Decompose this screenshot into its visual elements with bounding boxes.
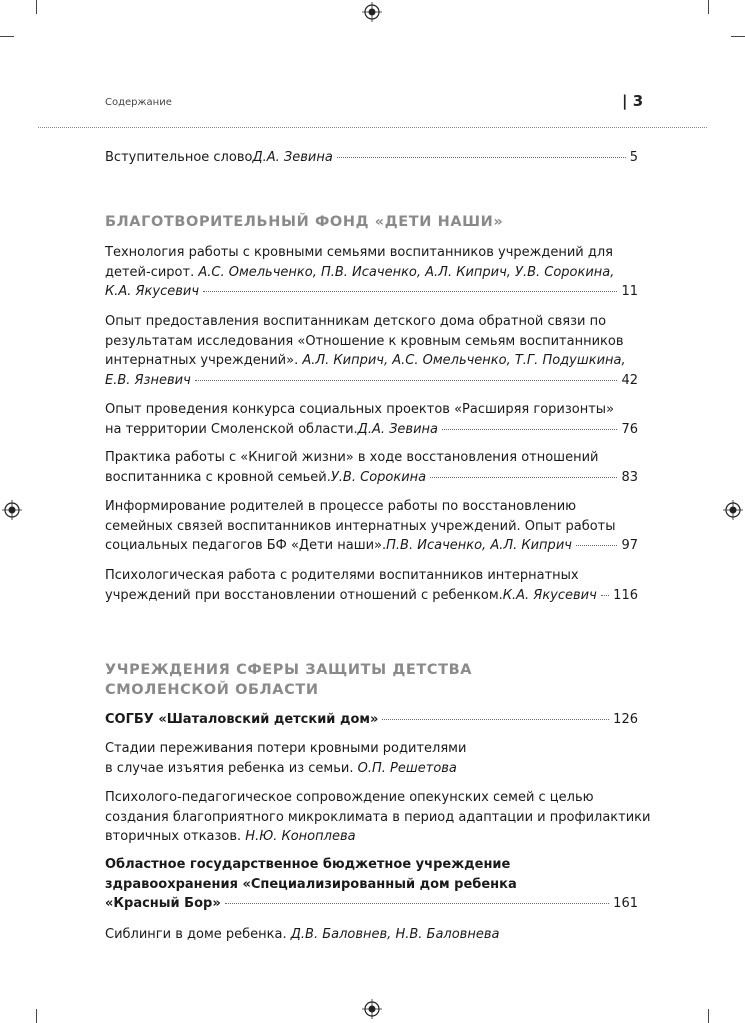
toc-entry-author: Е.В. Язневич — [105, 372, 191, 388]
toc-entry[interactable] — [105, 788, 651, 847]
toc-line: Сиблинги в доме ребенка. Д.В. Баловнев, Н.В. Баловнева — [105, 927, 500, 942]
dot-leader — [337, 157, 626, 158]
section-heading — [105, 660, 472, 700]
toc-line — [105, 282, 638, 302]
toc-entry-title: Областное государственное бюджетное учреждение — [105, 857, 511, 872]
crop-mark-bottom-right — [708, 1009, 709, 1023]
toc-entry-author: Д.В. Баловнев, Н.В. Баловнева — [290, 927, 500, 942]
toc-entry[interactable] — [105, 566, 638, 605]
toc-line: социальных педагогов БФ «Дети наши». П.В. Исаченко, А.Л. Киприч 97 — [105, 536, 638, 556]
dot-leader — [225, 903, 609, 904]
section-heading-line: УЧРЕЖДЕНИЯ СФЕРЫ ЗАЩИТЫ ДЕТСТВА — [105, 662, 473, 678]
toc-line: в случае изъятия ребенка из семьи. О.П. Решетова — [105, 760, 457, 776]
registration-mark-right — [723, 500, 743, 520]
toc-entry-author: К.А. Якусевич — [502, 587, 597, 603]
toc-entry[interactable] — [105, 497, 638, 556]
toc-entry-title: здравоохранения «Специализированный дом ребенка — [105, 876, 517, 892]
dot-leader — [382, 719, 609, 720]
running-header-label: Содержание — [105, 97, 172, 108]
toc-page-number: 97 — [621, 538, 638, 553]
page-number: | 3 — [622, 92, 644, 110]
toc-entry-title: СОГБУ «Шаталовский детский дом» — [105, 712, 379, 727]
toc-entry-title: Психолого-педагогическое сопровождение опекунских семей с целью — [105, 790, 594, 805]
toc-entry[interactable] — [105, 243, 638, 302]
toc-page-number: 5 — [629, 150, 638, 165]
toc-line — [105, 371, 638, 391]
toc-entry-title: Опыт проведения конкурса социальных проектов «Расширяя горизонты» — [105, 402, 615, 417]
dot-leader — [195, 380, 618, 381]
crop-mark-top-right-h — [731, 36, 745, 37]
toc-line: детей-сирот. А.С. Омельченко, П.В. Исаченко, А.Л. Киприч, У.В. Сорокина, — [105, 264, 615, 280]
toc-entry-author: Д.А. Зевина — [252, 150, 333, 165]
dot-leader — [442, 429, 617, 430]
toc-page-number: 161 — [613, 896, 638, 911]
dot-leader — [430, 477, 617, 478]
section-heading: БЛАГОТВОРИТЕЛЬНЫЙ ФОНД «ДЕТИ НАШИ» — [105, 214, 504, 230]
toc-entry-author: К.А. Якусевич — [105, 284, 200, 299]
registration-mark-bottom — [362, 999, 382, 1019]
toc-entry-title: Стадии переживания потери кровными родителями — [105, 741, 467, 756]
toc-entry-author: А.С. Омельченко, П.В. Исаченко, А.Л. Киприч, У.В. Сорокина, — [198, 264, 615, 280]
toc-entry-title: результатам исследования «Отношение к кровным семьям воспитанников — [105, 333, 624, 349]
toc-page-number: 83 — [621, 469, 638, 485]
toc-page-number: 126 — [613, 712, 638, 727]
toc-entry-title: Опыт предоставления воспитанникам детского дома обратной связи по — [105, 314, 607, 329]
toc-page-number: 116 — [613, 587, 638, 603]
toc-entry-author: П.В. Исаченко, А.Л. Киприч — [386, 538, 572, 553]
toc-page-number: 42 — [621, 372, 638, 388]
crop-mark-top-left — [36, 0, 37, 14]
toc-entry-title: семейных связей воспитанников интернатных учреждений. Опыт работы — [105, 518, 616, 534]
toc-line: вторичных отказов. Н.Ю. Коноплева — [105, 829, 356, 844]
toc-entry-title: Вступительное слово — [105, 150, 253, 165]
toc-entry-author: Д.А. Зевина — [357, 421, 439, 437]
toc-entry-title: Психологическая работа с родителями воспитанников интернатных — [105, 568, 579, 583]
toc-page-number: 11 — [621, 284, 638, 299]
toc-entry-title: создания благоприятного микроклимата в период адаптации и профилактики — [105, 809, 651, 825]
toc-entry-institution[interactable] — [105, 710, 638, 730]
toc-entry[interactable] — [105, 739, 638, 778]
toc-line: учреждений при восстановлении отношений с ребенком. К.А. Якусевич 116 — [105, 586, 638, 606]
toc-line: «Красный Бор» 161 — [105, 894, 638, 914]
toc-entry[interactable] — [105, 925, 638, 945]
registration-mark-top — [362, 2, 382, 22]
dot-leader — [601, 595, 609, 596]
crop-mark-top-right — [708, 0, 709, 14]
toc-entry[interactable] — [105, 448, 638, 487]
toc-entry-intro[interactable] — [105, 148, 638, 168]
crop-mark-bottom-left — [36, 1009, 37, 1023]
toc-line — [105, 148, 638, 168]
toc-line: интернатных учреждений». А.Л. Киприч, А.С. Омельченко, Т.Г. Подушкина, — [105, 353, 626, 368]
toc-line: на территории Смоленской области. Д.А. Зевина 76 — [105, 420, 638, 440]
toc-entry-title: Технология работы с кровными семьями воспитанников учреждений для — [105, 245, 613, 260]
header-dotted-rule — [38, 127, 707, 128]
toc-entry-author: О.П. Решетова — [357, 760, 457, 776]
toc-entry-title: Информирование родителей в процессе работы по восстановлению — [105, 499, 577, 514]
dot-leader — [203, 291, 617, 292]
registration-mark-left — [2, 500, 22, 520]
toc-page-number: 76 — [621, 421, 638, 437]
toc-entry-title: Практика работы с «Книгой жизни» в ходе восстановления отношений — [105, 450, 599, 465]
toc-entry-author: У.В. Сорокина — [330, 469, 427, 485]
dot-leader — [576, 545, 618, 546]
toc-entry[interactable] — [105, 312, 638, 390]
toc-entry-institution[interactable] — [105, 855, 638, 914]
section-heading-line: СМОЛЕНСКОЙ ОБЛАСТИ — [105, 682, 319, 698]
crop-mark-top-left-h — [0, 36, 14, 37]
toc-line: воспитанника с кровной семьей. У.В. Сорокина 83 — [105, 468, 638, 488]
toc-entry-author: А.Л. Киприч, А.С. Омельченко, Т.Г. Подушкина, — [302, 353, 626, 368]
toc-entry-author: Н.Ю. Коноплева — [245, 829, 356, 844]
toc-entry[interactable] — [105, 400, 638, 439]
toc-line — [105, 710, 638, 730]
